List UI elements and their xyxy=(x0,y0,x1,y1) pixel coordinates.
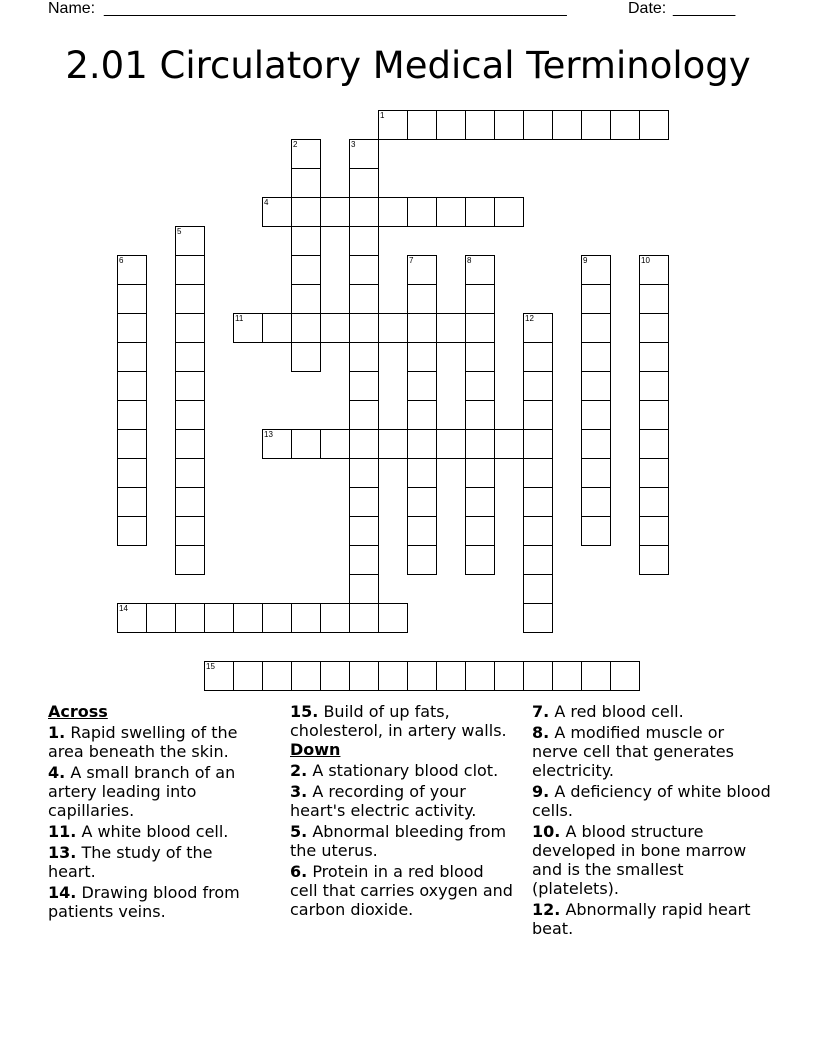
grid-cell[interactable] xyxy=(262,313,292,343)
grid-cell[interactable] xyxy=(639,429,669,459)
grid-cell[interactable] xyxy=(291,255,321,285)
grid-cell[interactable] xyxy=(233,603,263,633)
grid-cell[interactable] xyxy=(117,603,147,633)
grid-cell[interactable] xyxy=(407,371,437,401)
grid-cell[interactable] xyxy=(407,516,437,546)
grid-cell[interactable] xyxy=(320,603,350,633)
clue-text: A red blood cell. xyxy=(554,702,684,721)
clue-number-label: 4 xyxy=(264,198,269,207)
grid-cell[interactable] xyxy=(175,371,205,401)
grid-cell[interactable] xyxy=(175,284,205,314)
grid-cell[interactable] xyxy=(436,110,466,140)
page-title: 2.01 Circulatory Medical Terminology xyxy=(65,44,751,87)
name-line[interactable]: ____________________________________________________ xyxy=(104,0,567,17)
grid-cell[interactable] xyxy=(581,255,611,285)
clue-number-label: 9 xyxy=(583,256,588,265)
grid-cell[interactable] xyxy=(175,516,205,546)
grid-cell[interactable] xyxy=(291,197,321,227)
clue-across-11 xyxy=(48,822,263,841)
grid-cell[interactable] xyxy=(523,603,553,633)
grid-cell[interactable] xyxy=(175,342,205,372)
grid-cell[interactable] xyxy=(175,400,205,430)
clue-number: 14. xyxy=(48,883,77,902)
grid-cell[interactable] xyxy=(349,342,379,372)
grid-cell[interactable] xyxy=(349,458,379,488)
grid-cell[interactable] xyxy=(175,458,205,488)
grid-cell[interactable] xyxy=(320,313,350,343)
grid-cell[interactable] xyxy=(465,197,495,227)
grid-cell[interactable] xyxy=(581,458,611,488)
clue-text: Abnormal bleeding from the uterus. xyxy=(290,822,507,860)
grid-cell[interactable] xyxy=(117,342,147,372)
clue-text: Protein in a red blood cell that carries oxygen and carbon dioxide. xyxy=(290,862,513,919)
grid-cell[interactable] xyxy=(349,226,379,256)
grid-cell[interactable] xyxy=(349,284,379,314)
clue-text: A stationary blood clot. xyxy=(312,761,499,780)
grid-cell[interactable] xyxy=(117,429,147,459)
grid-cell[interactable] xyxy=(465,516,495,546)
clues-column-1 xyxy=(48,702,263,921)
grid-cell[interactable] xyxy=(204,661,234,691)
grid-cell[interactable] xyxy=(407,284,437,314)
grid-cell[interactable] xyxy=(465,284,495,314)
grid-cell[interactable] xyxy=(639,342,669,372)
grid-cell[interactable] xyxy=(320,197,350,227)
grid-cell[interactable] xyxy=(639,400,669,430)
grid-cell[interactable] xyxy=(204,603,234,633)
grid-cell[interactable] xyxy=(523,458,553,488)
grid-cell[interactable] xyxy=(175,545,205,575)
clues-column-2 xyxy=(290,702,515,919)
grid-cell[interactable] xyxy=(349,313,379,343)
grid-cell[interactable] xyxy=(465,429,495,459)
grid-cell[interactable] xyxy=(581,661,611,691)
grid-cell[interactable] xyxy=(436,313,466,343)
grid-cell[interactable] xyxy=(494,661,524,691)
grid-cell[interactable] xyxy=(581,429,611,459)
grid-cell[interactable] xyxy=(523,110,553,140)
clue-number: 3. xyxy=(290,782,308,801)
grid-cell[interactable] xyxy=(378,313,408,343)
grid-cell[interactable] xyxy=(407,545,437,575)
clue-number-label: 7 xyxy=(409,256,414,265)
grid-cell[interactable] xyxy=(436,429,466,459)
grid-cell[interactable] xyxy=(465,661,495,691)
grid-cell[interactable] xyxy=(407,458,437,488)
grid-cell[interactable] xyxy=(581,516,611,546)
grid-cell[interactable] xyxy=(581,313,611,343)
clue-number: 1. xyxy=(48,723,66,742)
grid-cell[interactable] xyxy=(262,603,292,633)
clue-number: 9. xyxy=(532,782,550,801)
clue-across-4 xyxy=(48,763,263,820)
grid-cell[interactable] xyxy=(465,400,495,430)
clue-number: 13. xyxy=(48,843,77,862)
grid-cell[interactable] xyxy=(262,197,292,227)
clue-number: 12. xyxy=(532,900,561,919)
grid-cell[interactable] xyxy=(639,371,669,401)
date-label: Date: xyxy=(628,0,667,17)
grid-cell[interactable] xyxy=(349,661,379,691)
grid-cell[interactable] xyxy=(291,661,321,691)
grid-cell[interactable] xyxy=(291,313,321,343)
clue-down-5 xyxy=(290,822,515,860)
grid-cell[interactable] xyxy=(349,197,379,227)
clue-number: 11. xyxy=(48,822,77,841)
grid-cell[interactable] xyxy=(523,545,553,575)
clue-down-10 xyxy=(532,822,772,898)
across-heading: Across xyxy=(48,702,108,721)
grid-cell[interactable] xyxy=(581,342,611,372)
grid-cell[interactable] xyxy=(291,284,321,314)
grid-cell[interactable] xyxy=(175,226,205,256)
grid-cell[interactable] xyxy=(465,487,495,517)
grid-cell[interactable] xyxy=(117,255,147,285)
down-heading: Down xyxy=(290,740,341,759)
clue-number: 4. xyxy=(48,763,66,782)
grid-cell[interactable] xyxy=(378,661,408,691)
clue-text: Rapid swelling of the area beneath the skin. xyxy=(48,723,238,761)
grid-cell[interactable] xyxy=(523,661,553,691)
grid-cell[interactable] xyxy=(291,603,321,633)
grid-cell[interactable] xyxy=(610,661,640,691)
grid-cell[interactable] xyxy=(320,661,350,691)
clue-number: 15. xyxy=(290,702,319,721)
grid-cell[interactable] xyxy=(465,342,495,372)
name-label: Name: xyxy=(48,0,96,17)
clue-number: 10. xyxy=(532,822,561,841)
clue-number-label: 3 xyxy=(351,140,356,149)
grid-cell[interactable] xyxy=(465,255,495,285)
grid-cell[interactable] xyxy=(291,226,321,256)
clue-text: A recording of your heart's electric activity. xyxy=(290,782,477,820)
grid-cell[interactable] xyxy=(117,516,147,546)
clue-text: Abnormally rapid heart beat. xyxy=(532,900,751,938)
clue-text: A deficiency of white blood cells. xyxy=(532,782,771,820)
grid-cell[interactable] xyxy=(233,661,263,691)
clue-text: The study of the heart. xyxy=(48,843,213,881)
grid-cell[interactable] xyxy=(349,574,379,604)
clue-number: 6. xyxy=(290,862,308,881)
grid-cell[interactable] xyxy=(465,545,495,575)
clue-text: A white blood cell. xyxy=(81,822,229,841)
grid-cell[interactable] xyxy=(378,429,408,459)
grid-cell[interactable] xyxy=(291,342,321,372)
grid-cell[interactable] xyxy=(117,371,147,401)
grid-cell[interactable] xyxy=(378,197,408,227)
grid-cell[interactable] xyxy=(523,400,553,430)
grid-cell[interactable] xyxy=(465,110,495,140)
grid-cell[interactable] xyxy=(523,429,553,459)
grid-cell[interactable] xyxy=(581,400,611,430)
clue-number-label: 5 xyxy=(177,227,182,236)
grid-cell[interactable] xyxy=(494,429,524,459)
clue-across-15 xyxy=(290,702,515,740)
clue-number-label: 1 xyxy=(380,111,385,120)
clue-text: A blood structure developed in bone marrow and is the smallest (platelets). xyxy=(532,822,747,898)
grid-cell[interactable] xyxy=(378,110,408,140)
clue-text: Drawing blood from patients veins. xyxy=(48,883,240,921)
clue-number: 8. xyxy=(532,723,550,742)
grid-cell[interactable] xyxy=(639,313,669,343)
grid-cell[interactable] xyxy=(639,110,669,140)
clues-column-3 xyxy=(532,702,772,938)
clue-number-label: 6 xyxy=(119,256,124,265)
clue-across-14 xyxy=(48,883,263,921)
grid-cell[interactable] xyxy=(349,255,379,285)
clue-number: 5. xyxy=(290,822,308,841)
clue-down-12 xyxy=(532,900,772,938)
grid-cell[interactable] xyxy=(523,487,553,517)
grid-cell[interactable] xyxy=(146,603,176,633)
grid-cell[interactable] xyxy=(320,429,350,459)
clue-down-6 xyxy=(290,862,515,919)
grid-cell[interactable] xyxy=(581,371,611,401)
grid-cell[interactable] xyxy=(407,487,437,517)
grid-cell[interactable] xyxy=(639,284,669,314)
grid-cell[interactable] xyxy=(349,371,379,401)
grid-cell[interactable] xyxy=(291,429,321,459)
grid-cell[interactable] xyxy=(407,400,437,430)
grid-cell[interactable] xyxy=(117,313,147,343)
grid-cell[interactable] xyxy=(581,487,611,517)
clue-number-label: 13 xyxy=(264,430,273,439)
grid-cell[interactable] xyxy=(494,110,524,140)
grid-cell[interactable] xyxy=(523,574,553,604)
grid-cell[interactable] xyxy=(175,487,205,517)
grid-cell[interactable] xyxy=(349,139,379,169)
clue-down-3 xyxy=(290,782,515,820)
clue-down-7 xyxy=(532,702,772,721)
clue-number-label: 15 xyxy=(206,662,215,671)
grid-cell[interactable] xyxy=(436,197,466,227)
clue-number-label: 14 xyxy=(119,604,128,613)
grid-cell[interactable] xyxy=(581,110,611,140)
grid-cell[interactable] xyxy=(436,661,466,691)
grid-cell[interactable] xyxy=(465,371,495,401)
grid-cell[interactable] xyxy=(175,255,205,285)
grid-cell[interactable] xyxy=(349,429,379,459)
grid-cell[interactable] xyxy=(349,516,379,546)
grid-cell[interactable] xyxy=(639,545,669,575)
grid-cell[interactable] xyxy=(349,603,379,633)
grid-cell[interactable] xyxy=(552,661,582,691)
grid-cell[interactable] xyxy=(407,313,437,343)
grid-cell[interactable] xyxy=(494,197,524,227)
grid-cell[interactable] xyxy=(349,487,379,517)
grid-cell[interactable] xyxy=(465,313,495,343)
clue-across-13 xyxy=(48,843,263,881)
clue-text: A small branch of an artery leading into capillaries. xyxy=(48,763,236,820)
grid-cell[interactable] xyxy=(581,284,611,314)
grid-cell[interactable] xyxy=(117,400,147,430)
grid-cell[interactable] xyxy=(349,168,379,198)
grid-cell[interactable] xyxy=(291,168,321,198)
grid-cell[interactable] xyxy=(117,487,147,517)
grid-cell[interactable] xyxy=(175,313,205,343)
clue-number-label: 2 xyxy=(293,140,298,149)
grid-cell[interactable] xyxy=(349,545,379,575)
grid-cell[interactable] xyxy=(465,458,495,488)
grid-cell[interactable] xyxy=(523,313,553,343)
clue-down-2 xyxy=(290,761,515,780)
grid-cell[interactable] xyxy=(407,342,437,372)
clue-number-label: 8 xyxy=(467,256,472,265)
grid-cell[interactable] xyxy=(639,458,669,488)
grid-cell[interactable] xyxy=(523,342,553,372)
grid-cell[interactable] xyxy=(175,429,205,459)
clue-number: 7. xyxy=(532,702,550,721)
grid-cell[interactable] xyxy=(407,255,437,285)
clue-down-8 xyxy=(532,723,772,780)
clue-number: 2. xyxy=(290,761,308,780)
grid-cell[interactable] xyxy=(523,371,553,401)
grid-cell[interactable] xyxy=(552,110,582,140)
grid-cell[interactable] xyxy=(291,139,321,169)
clue-number-label: 11 xyxy=(235,314,244,323)
clue-number-label: 12 xyxy=(525,314,534,323)
grid-cell[interactable] xyxy=(175,603,205,633)
grid-cell[interactable] xyxy=(262,429,292,459)
grid-cell[interactable] xyxy=(378,603,408,633)
grid-cell[interactable] xyxy=(262,661,292,691)
grid-cell[interactable] xyxy=(407,110,437,140)
grid-cell[interactable] xyxy=(117,284,147,314)
clue-number-label: 10 xyxy=(641,256,650,265)
grid-cell[interactable] xyxy=(349,400,379,430)
date-line[interactable]: _______ xyxy=(673,0,736,17)
grid-cell[interactable] xyxy=(610,110,640,140)
grid-cell[interactable] xyxy=(639,487,669,517)
grid-cell[interactable] xyxy=(523,516,553,546)
clue-across-1 xyxy=(48,723,263,761)
grid-cell[interactable] xyxy=(407,661,437,691)
grid-cell[interactable] xyxy=(639,255,669,285)
grid-cell[interactable] xyxy=(407,429,437,459)
grid-cell[interactable] xyxy=(639,516,669,546)
clue-text: A modified muscle or nerve cell that generates electricity. xyxy=(532,723,734,780)
clue-text: Build of up fats, cholesterol, in artery walls. xyxy=(290,702,507,740)
grid-cell[interactable] xyxy=(233,313,263,343)
grid-cell[interactable] xyxy=(117,458,147,488)
clue-down-9 xyxy=(532,782,772,820)
grid-cell[interactable] xyxy=(407,197,437,227)
